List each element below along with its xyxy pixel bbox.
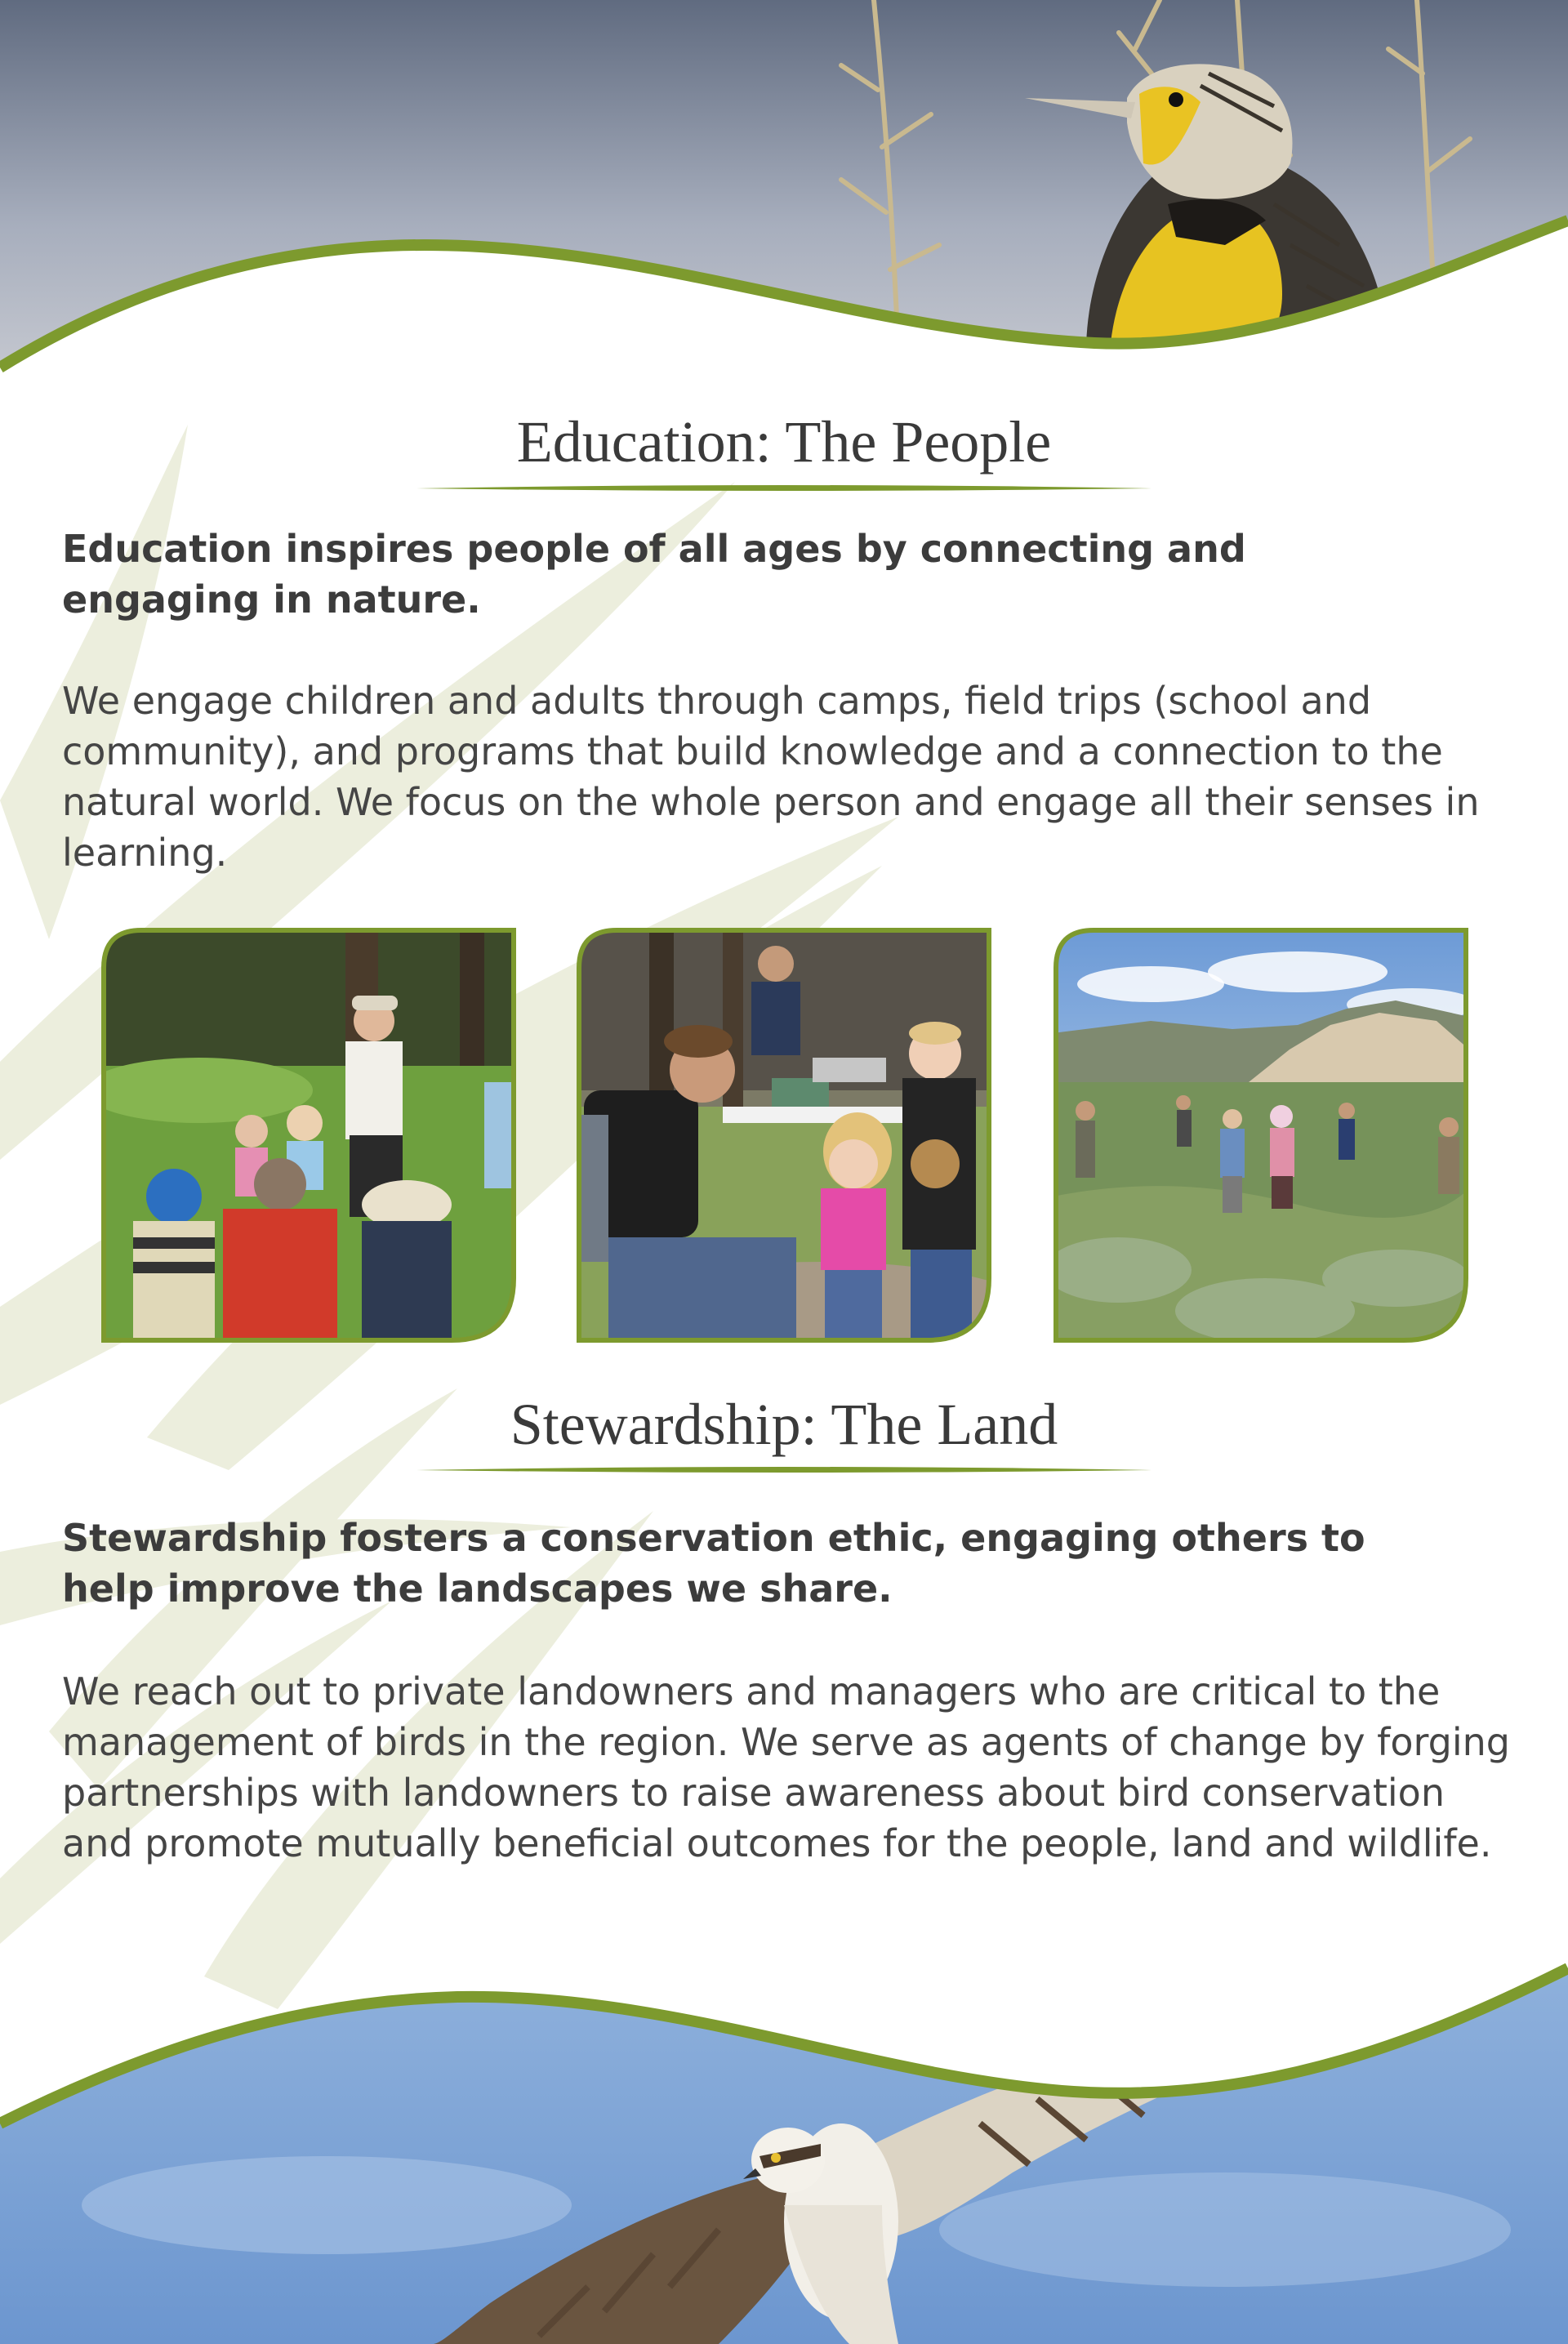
education-heading: Education: The People <box>516 409 1052 475</box>
education-lead: Education inspires people of all ages by connecting and engaging in nature. <box>62 527 1246 622</box>
education-heading-underline <box>0 480 1568 497</box>
photo-hands-on-activity <box>576 927 992 1344</box>
education-body: We engage children and adults through camps, field trips (school and community), and programs that build knowledge and a connection to the natural world. We focus on the whole person and engage all their senses in learning. <box>62 679 1480 875</box>
photo-outdoor-class <box>100 927 517 1344</box>
stewardship-heading-underline <box>0 1462 1568 1478</box>
stewardship-heading: Stewardship: The Land <box>510 1392 1058 1457</box>
stewardship-body: We reach out to private landowners and managers who are critical to the management of birds in the region. We serve as agents of change by forging partnerships with landowners to raise awareness about bird conservation and promote mutually beneficial outcomes for the people, land and wildlife. <box>62 1669 1510 1865</box>
meadowlark-banner <box>0 0 1568 376</box>
stewardship-lead: Stewardship fosters a conservation ethic, engaging others to help improve the landscapes we share. <box>62 1516 1365 1611</box>
photo-field-landscape <box>1053 927 1469 1344</box>
osprey-banner <box>0 1960 1568 2344</box>
